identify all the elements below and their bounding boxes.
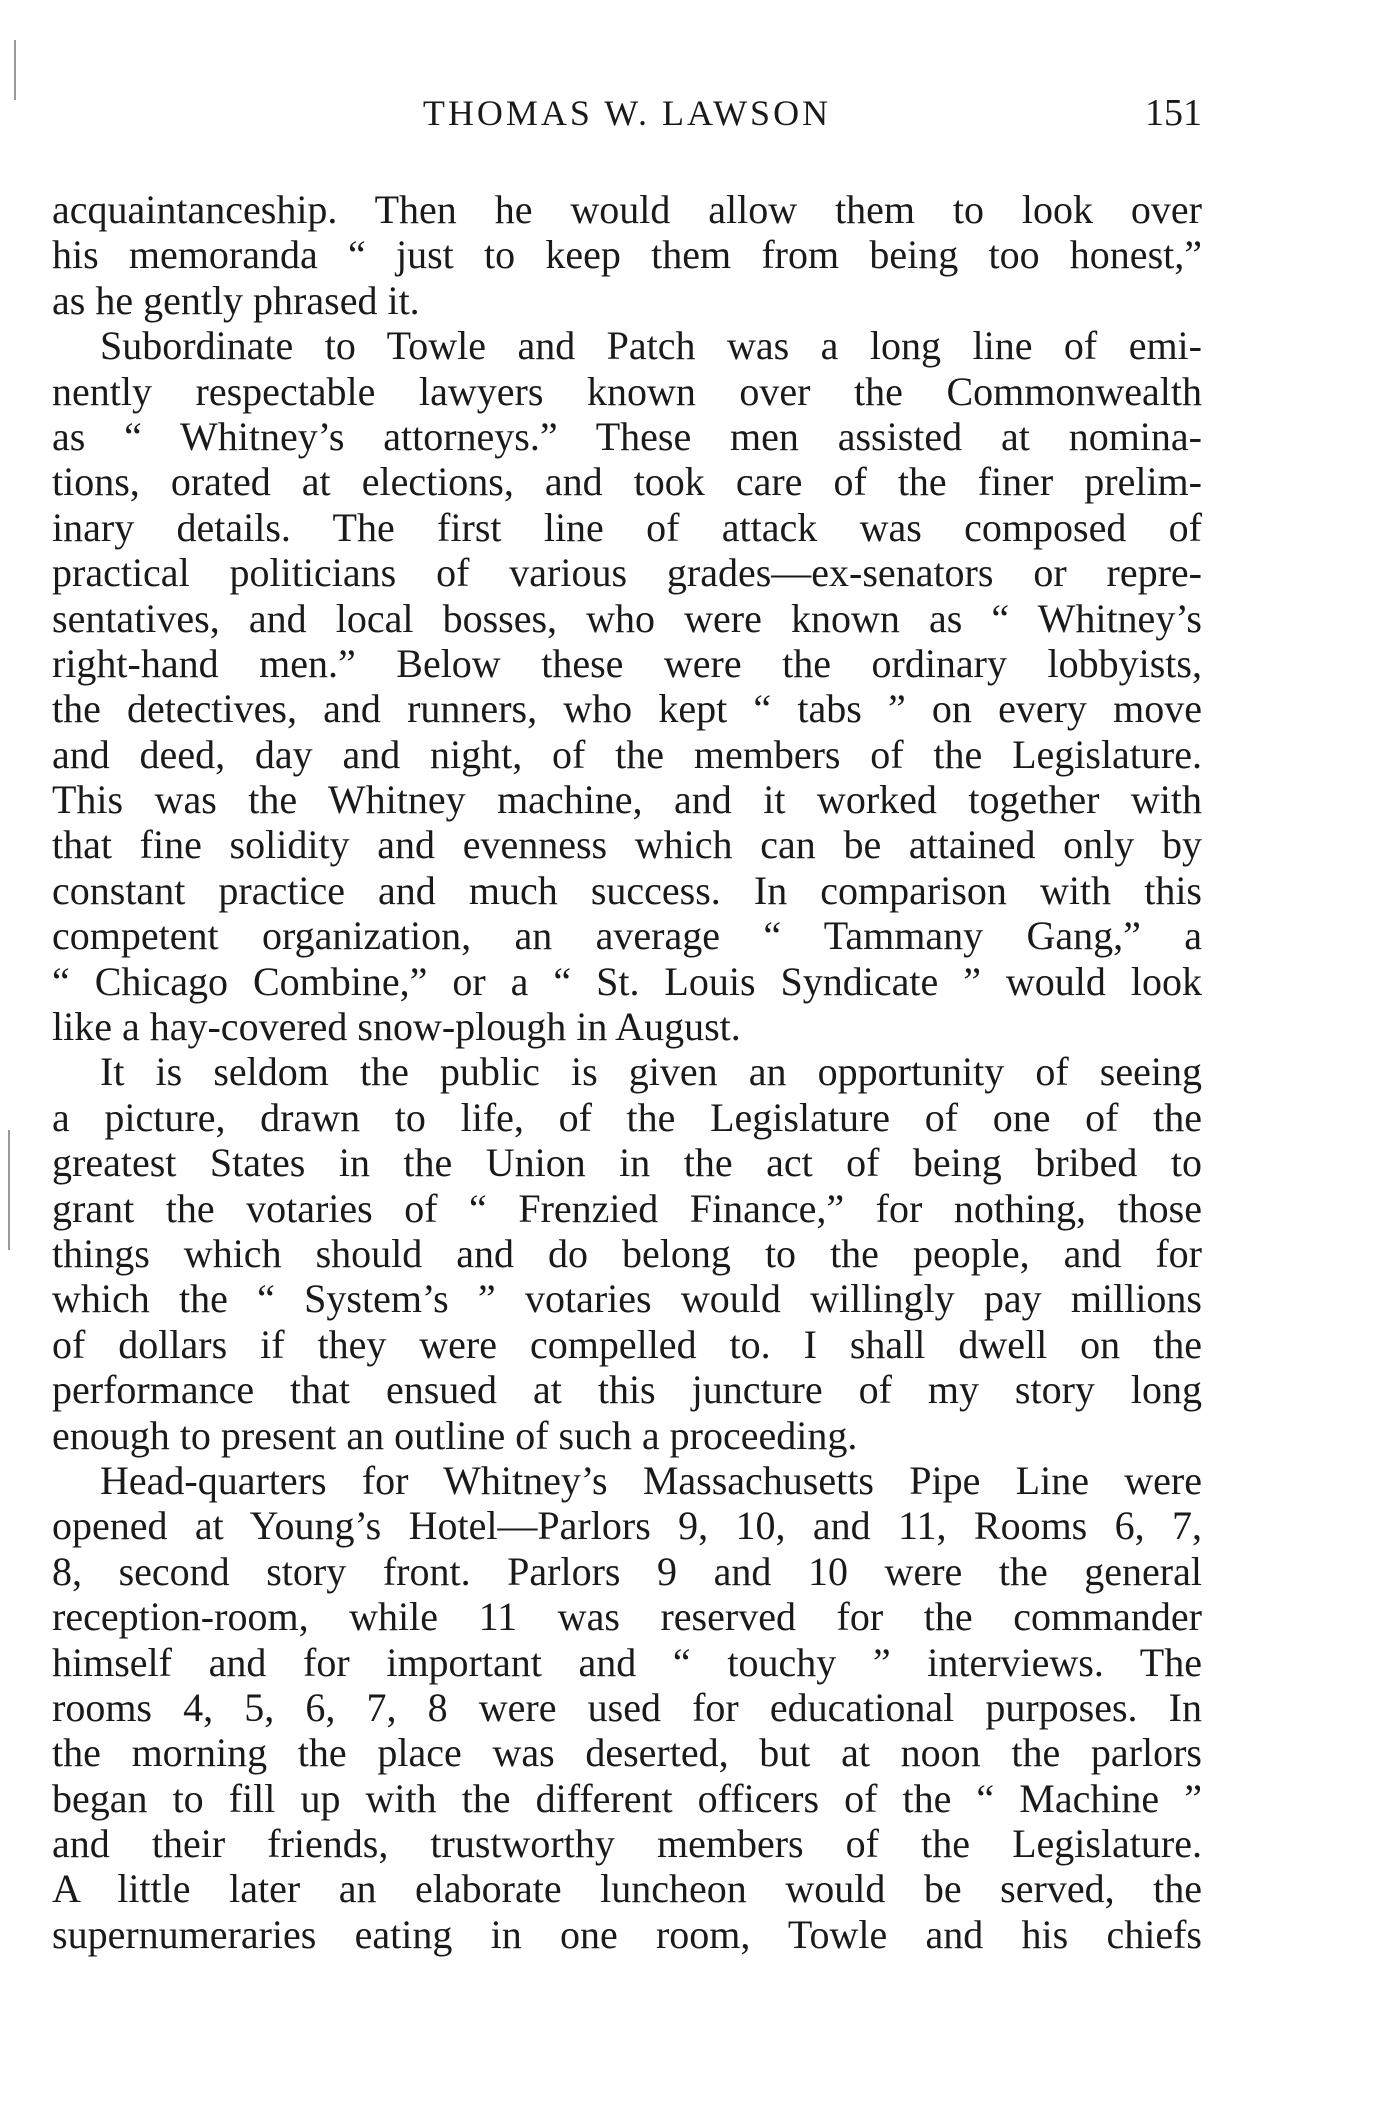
- text-line: practical politicians of various grades—ex-senators or repre-: [52, 550, 1202, 596]
- text-line: This was the Whitney machine, and it worked together with: [52, 777, 1202, 823]
- page-number: 151: [1145, 92, 1202, 134]
- paragraph: [52, 1458, 1202, 1957]
- text-line: greatest States in the Union in the act of being bribed to: [52, 1140, 1202, 1186]
- text-line: the detectives, and runners, who kept “ tabs ” on every move: [52, 686, 1202, 732]
- text-line: opened at Young’s Hotel—Parlors 9, 10, and 11, Rooms 6, 7,: [52, 1503, 1202, 1549]
- text-line: “ Chicago Combine,” or a “ St. Louis Syndicate ” would look: [52, 958, 1202, 1004]
- text-line: himself and for important and “ touchy ” interviews. The: [52, 1639, 1202, 1685]
- text-line: and their friends, trustworthy members of the Legislature.: [52, 1821, 1202, 1867]
- text-line: and deed, day and night, of the members of the Legislature.: [52, 731, 1202, 777]
- text-line: a picture, drawn to life, of the Legislature of one of the: [52, 1094, 1202, 1140]
- text-line: inary details. The first line of attack was composed of: [52, 504, 1202, 550]
- text-line: Subordinate to Towle and Patch was a long line of emi-: [100, 323, 1202, 369]
- text-line: which the “ System’s ” votaries would willingly pay millions: [52, 1276, 1202, 1322]
- text-line: It is seldom the public is given an opportunity of seeing: [100, 1049, 1202, 1095]
- text-line: that fine solidity and evenness which can be attained only by: [52, 822, 1202, 868]
- text-line: right-hand men.” Below these were the ordinary lobbyists,: [52, 640, 1202, 686]
- text-line: constant practice and much success. In comparison with this: [52, 867, 1202, 913]
- text-line: like a hay-covered snow-plough in August.: [52, 1004, 741, 1050]
- text-line: enough to present an outline of such a proceeding.: [52, 1412, 858, 1458]
- text-line: of dollars if they were compelled to. I shall dwell on the: [52, 1321, 1202, 1367]
- text-line: acquaintanceship. Then he would allow them to look over: [52, 187, 1202, 232]
- paragraph: [52, 187, 1202, 323]
- body-text: [52, 187, 1202, 1957]
- text-line: the morning the place was deserted, but at noon the parlors: [52, 1730, 1202, 1776]
- text-line: Head-quarters for Whitney’s Massachusetts Pipe Line were: [100, 1457, 1202, 1503]
- text-line: tions, orated at elections, and took care of the finer prelim-: [52, 459, 1202, 505]
- text-line: as he gently phrased it.: [52, 277, 420, 323]
- text-line: grant the votaries of “ Frenzied Finance,” for nothing, those: [52, 1185, 1202, 1231]
- text-line: rooms 4, 5, 6, 7, 8 were used for educational purposes. In: [52, 1684, 1202, 1730]
- text-line: reception-room, while 11 was reserved for the commander: [52, 1594, 1202, 1640]
- margin-mark: [14, 40, 16, 100]
- running-title: THOMAS W. LAWSON: [422, 93, 832, 133]
- text-line: competent organization, an average “ Tammany Gang,” a: [52, 913, 1202, 959]
- text-line: 8, second story front. Parlors 9 and 10 were the general: [52, 1548, 1202, 1594]
- text-line: sentatives, and local bosses, who were known as “ Whitney’s: [52, 595, 1202, 641]
- text-line: things which should and do belong to the people, and for: [52, 1230, 1202, 1276]
- text-line: as “ Whitney’s attorneys.” These men assisted at nomina-: [52, 413, 1202, 459]
- text-line: his memoranda “ just to keep them from being too honest,”: [52, 232, 1202, 278]
- text-line: A little later an elaborate luncheon would be served, the: [52, 1866, 1202, 1912]
- text-line: performance that ensued at this juncture of my story long: [52, 1367, 1202, 1413]
- margin-mark: [8, 1130, 10, 1250]
- running-head: [52, 88, 1202, 138]
- paragraph: [52, 323, 1202, 1049]
- text-line: began to fill up with the different officers of the “ Machine ”: [52, 1775, 1202, 1821]
- paragraph: [52, 1049, 1202, 1458]
- text-line: supernumeraries eating in one room, Towle and his chiefs: [52, 1911, 1202, 1957]
- text-line: nently respectable lawyers known over the Commonwealth: [52, 368, 1202, 414]
